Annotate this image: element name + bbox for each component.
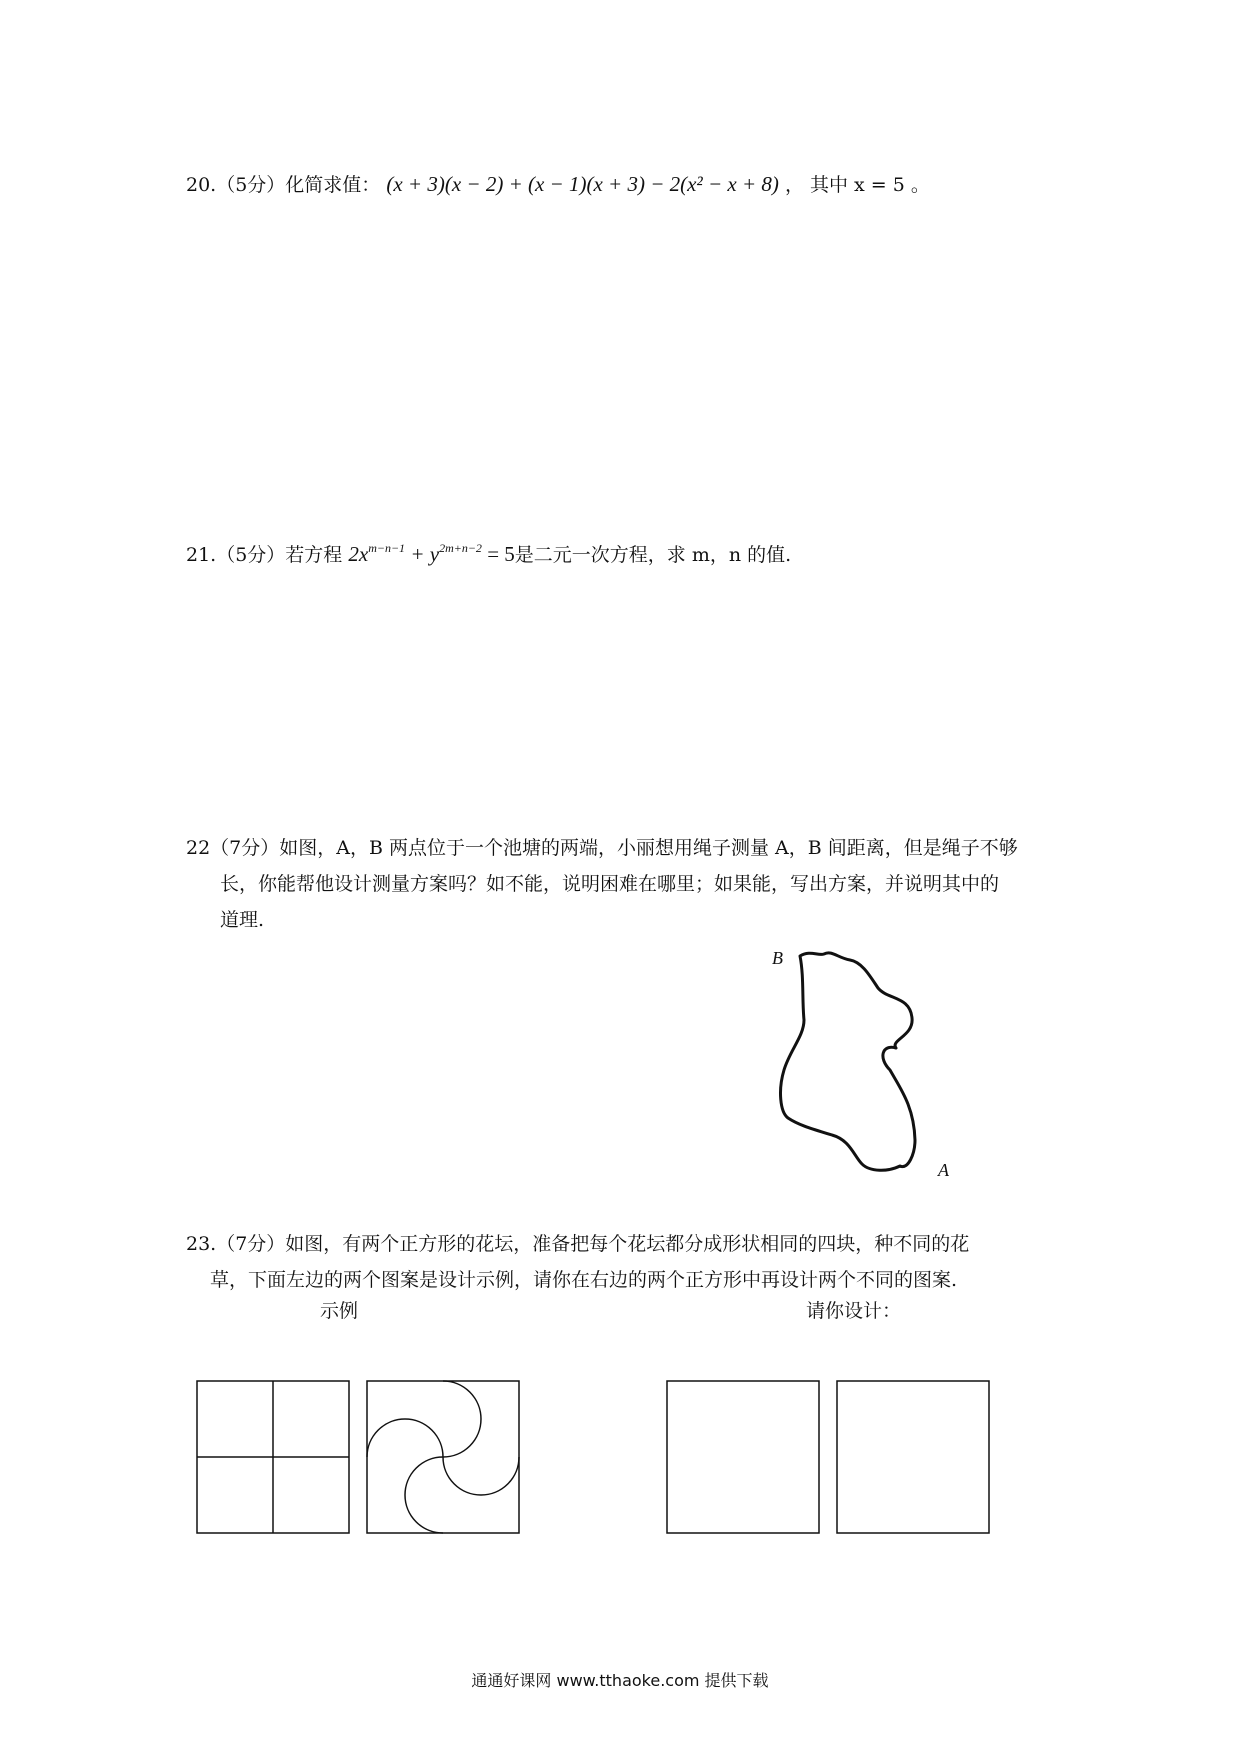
design-square-2 [836,1380,990,1534]
question-23 [186,1226,1066,1298]
q21-equation [348,542,514,566]
point-b-label: B [772,948,783,968]
q20-score: （5分）化简求值： [216,174,381,196]
pond-outline [781,953,915,1170]
q21-suffix: 是二元一次方程，求 m，n 的值. [514,544,792,566]
q21-exponent-b: 2m+n−2 [439,541,482,555]
q21-term-a: 2x [348,542,369,566]
q21-number: 21. [186,544,217,566]
footer-source: 通通好课网 www.tthaoke.com 提供下载 [471,1671,769,1690]
pond-figure [760,940,960,1180]
example-square-grid [196,1380,350,1534]
q20-number: 20. [186,174,217,196]
q22-line-1: 22（7分）如图，A，B 两点位于一个池塘的两端，小丽想用绳子测量 A，B 间距离，但是绳子不够 [186,837,1018,859]
q21-term-b: + y [405,542,440,566]
q20-condition: ， 其中 x = 5 。 [784,174,930,196]
q21-exponent-a: m−n−1 [368,541,406,555]
example-square-pinwheel [366,1380,520,1534]
q21-rhs: = 5 [481,542,515,566]
q22-line-2: 长，你能帮他设计测量方案吗？如不能，说明困难在哪里；如果能，写出方案，并说明其中的 [220,873,1000,895]
design-caption: 请你设计： [806,1300,902,1322]
design-square-1 [666,1380,820,1534]
q23-line-2: 草，下面左边的两个图案是设计示例，请你在右边的两个正方形中再设计两个不同的图案. [210,1269,958,1291]
q21-prefix: （5分）若方程 [216,544,343,566]
question-20 [186,166,930,203]
q22-line-3: 道理. [220,909,265,931]
q20-expression: (x + 3)(x − 2) + (x − 1)(x + 3) − 2(x² − x + 8) [386,172,779,196]
question-22 [186,830,1066,938]
q23-line-1: 23.（7分）如图，有两个正方形的花坛，准备把每个花坛都分成形状相同的四块，种不同的花 [186,1233,970,1255]
point-a-label: A [938,1160,949,1180]
question-21 [186,530,791,573]
example-caption: 示例 [320,1300,359,1322]
